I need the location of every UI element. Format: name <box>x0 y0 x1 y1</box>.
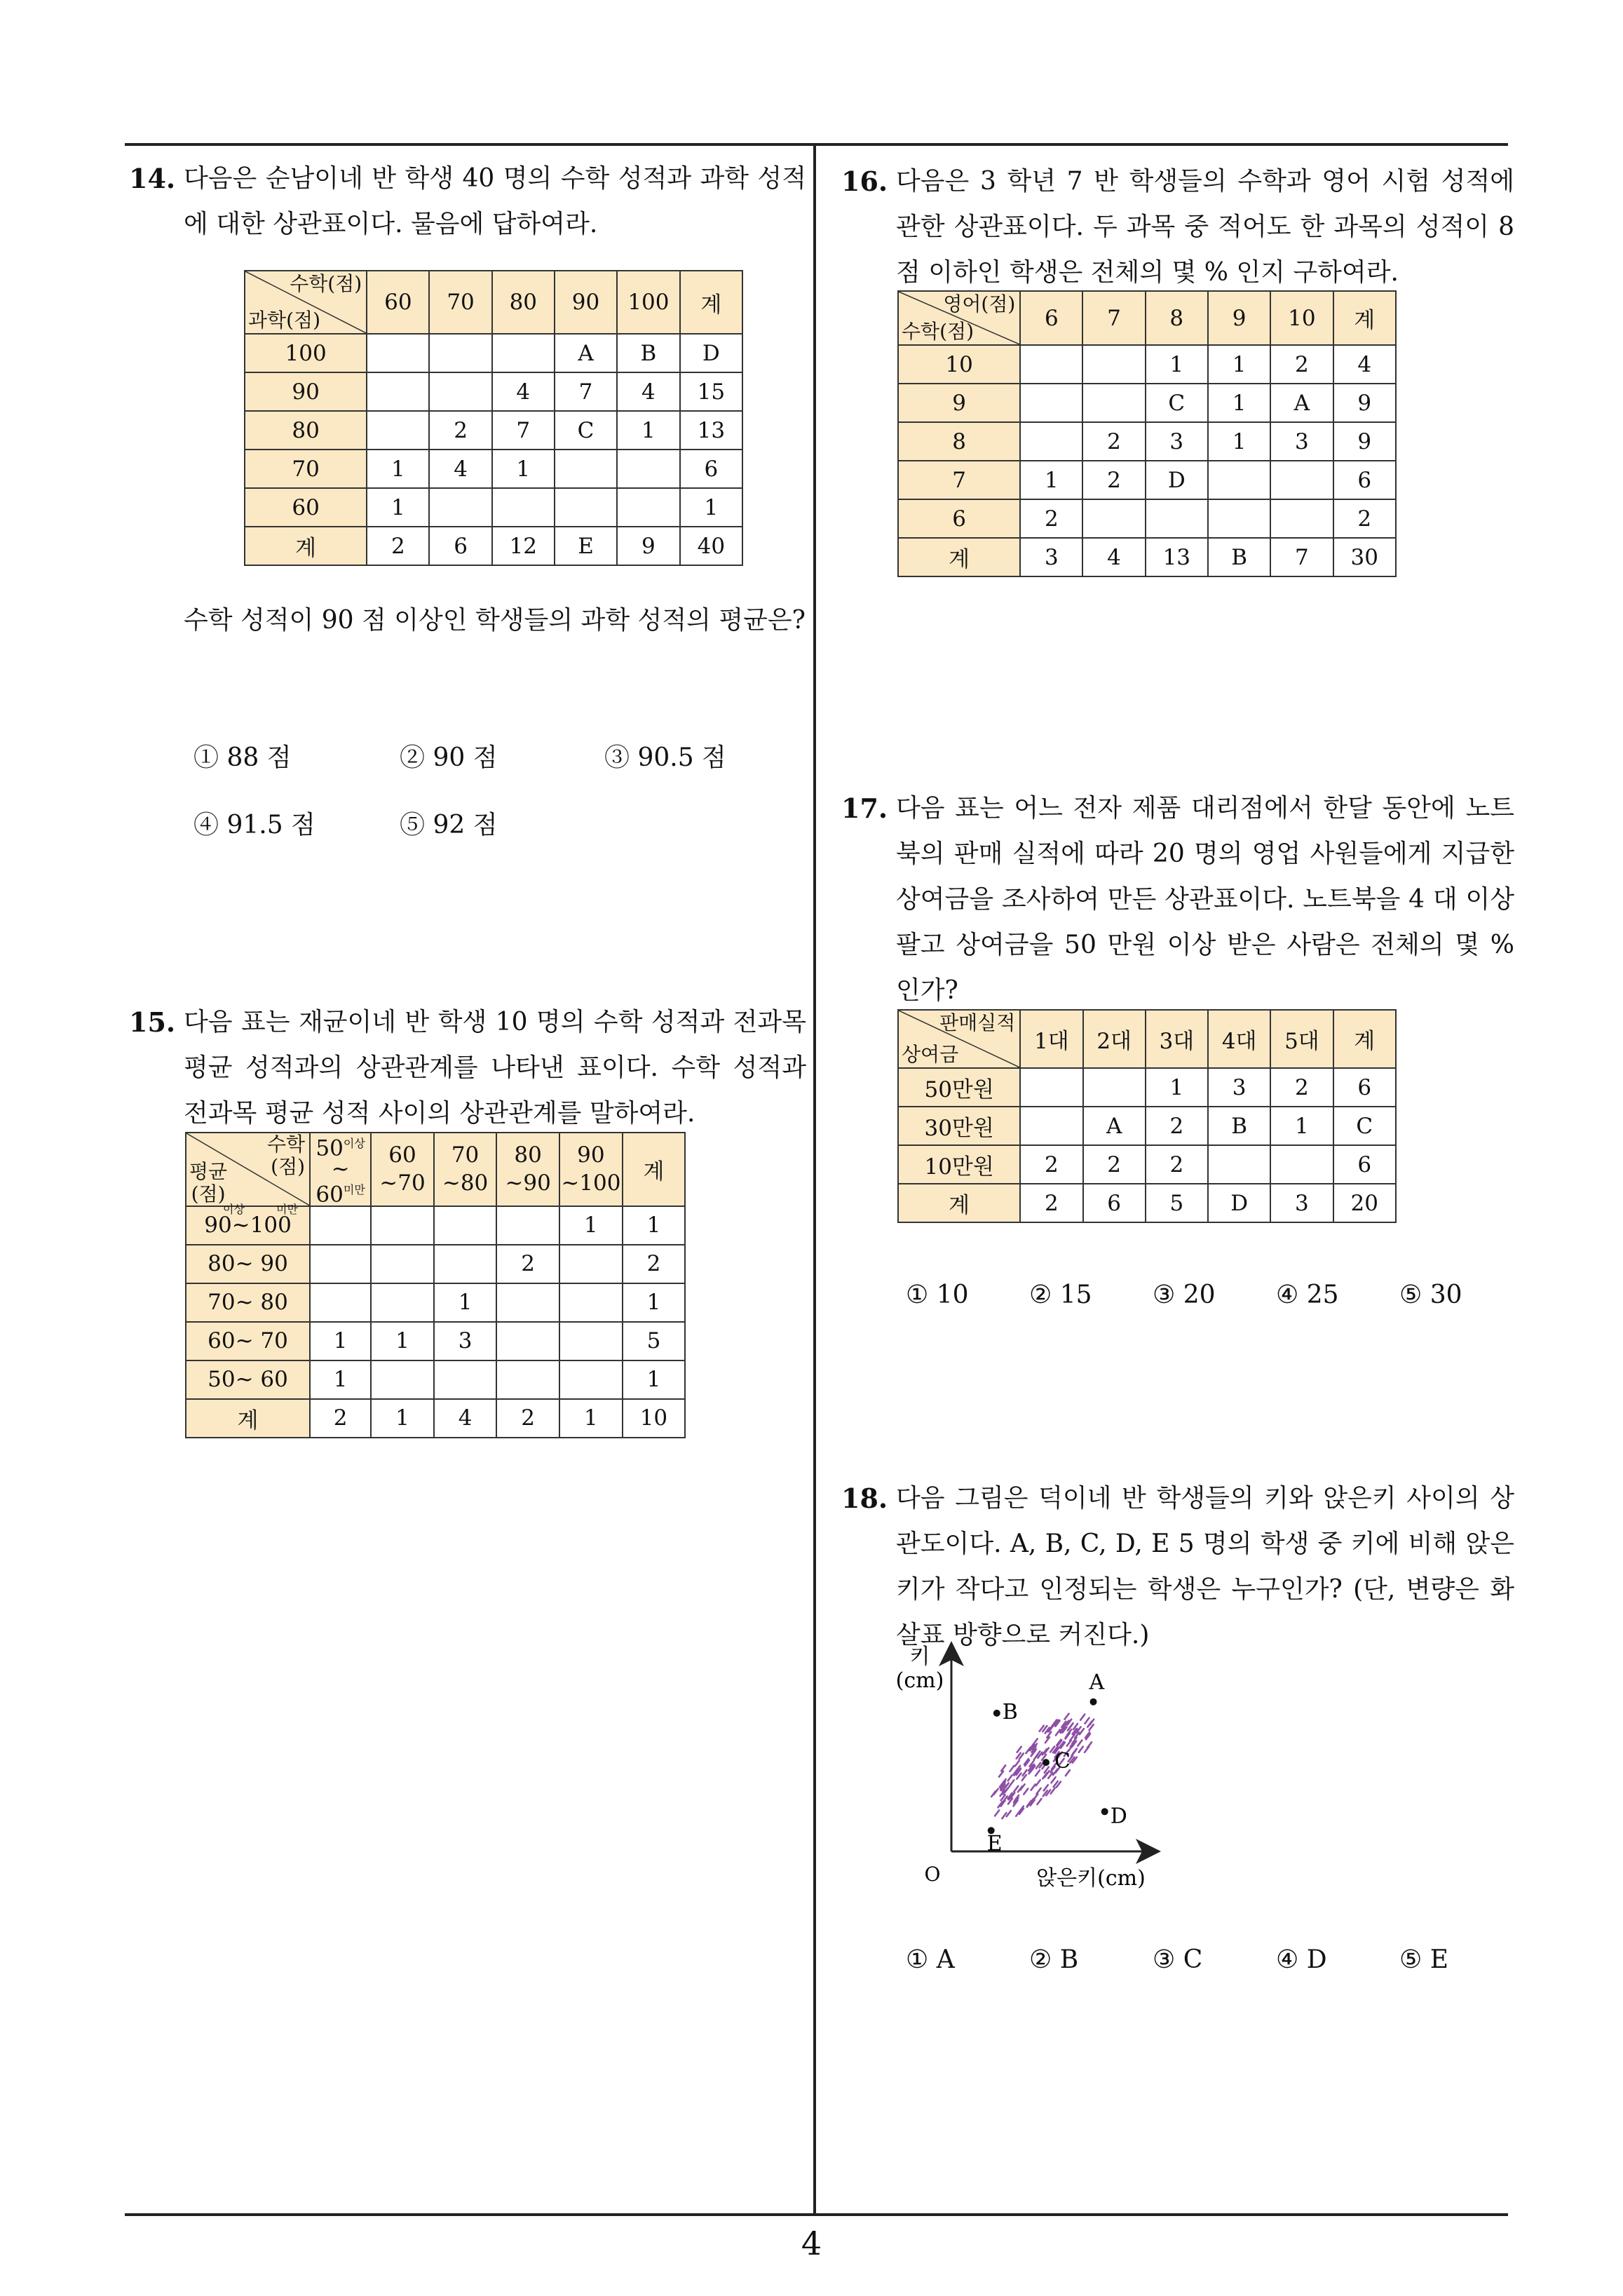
cloud-mark <box>995 1810 999 1816</box>
table-cell: D <box>680 334 742 372</box>
point-label-b: B <box>1002 1699 1018 1724</box>
table-cell: C <box>1333 1107 1396 1145</box>
table-cell: 2 <box>496 1245 559 1283</box>
cloud-mark <box>1010 1766 1014 1771</box>
table-cell <box>559 1322 623 1360</box>
table-cell: 3 <box>1020 538 1082 576</box>
table-cell <box>310 1245 371 1283</box>
table-cell: 2 <box>1270 1068 1333 1107</box>
row-header: 계 <box>186 1399 310 1438</box>
table-cell: 6 <box>429 527 491 565</box>
table-cell: 15 <box>680 372 742 411</box>
table-cell: 1 <box>559 1399 623 1438</box>
table-row <box>186 1322 685 1360</box>
table-cell: 1 <box>1208 422 1270 461</box>
column-header: 6 <box>1020 291 1082 345</box>
table-corner: 수학(점) 과학(점) <box>245 271 367 334</box>
table-cell <box>492 334 555 372</box>
cloud-mark <box>1036 1788 1040 1794</box>
choice-5[interactable]: ⑤ 92 점 <box>400 811 498 839</box>
table-cell: 1 <box>1208 384 1270 422</box>
row-header: 8 <box>898 422 1020 461</box>
column-header: 7 <box>1082 291 1145 345</box>
cloud-mark <box>1031 1785 1035 1790</box>
table-row <box>186 1245 685 1283</box>
choice-3[interactable]: ③ C <box>1153 1945 1203 1974</box>
top-rule <box>125 143 1508 146</box>
table-cell: 6 <box>1083 1184 1146 1222</box>
column-header: 4대 <box>1208 1010 1270 1068</box>
table-cell: 1 <box>434 1283 497 1322</box>
y-axis-label: 키 <box>909 1645 930 1669</box>
table-cell <box>429 488 491 527</box>
cloud-mark <box>1024 1789 1028 1795</box>
table-cell <box>434 1206 497 1245</box>
table-cell: D <box>1146 461 1208 499</box>
question-14-prompt <box>129 597 806 643</box>
table-cell: 9 <box>1333 422 1396 461</box>
row-header: 30만원 <box>898 1107 1020 1145</box>
cloud-mark <box>1010 1780 1014 1785</box>
table-cell <box>1082 384 1145 422</box>
table-row <box>186 1399 685 1438</box>
table-row <box>898 1145 1396 1184</box>
table-cell: 2 <box>1020 1145 1082 1184</box>
row-header: 이상 미만 90~100 <box>186 1206 310 1245</box>
table-cell: 1 <box>367 450 429 488</box>
table-cell: 2 <box>1270 345 1333 384</box>
table-cell <box>496 1206 559 1245</box>
cloud-mark <box>1078 1741 1082 1746</box>
table-cell: 4 <box>429 450 491 488</box>
table-row <box>245 372 742 411</box>
row-header: 80 <box>245 411 367 450</box>
table-row <box>186 1206 685 1245</box>
row-header: 계 <box>898 1184 1020 1222</box>
row-header: 80~ 90 <box>186 1245 310 1283</box>
table-cell: 4 <box>434 1399 497 1438</box>
table-cell <box>1208 499 1270 538</box>
choice-5[interactable]: ⑤ 30 <box>1399 1281 1462 1309</box>
question-17 <box>841 785 1514 1013</box>
table-cell: 1 <box>623 1206 685 1245</box>
table-cell: 1 <box>492 450 555 488</box>
row-header: 계 <box>898 538 1020 576</box>
table-cell <box>1020 1068 1082 1107</box>
table-cell: 20 <box>1333 1184 1396 1222</box>
table-cell: 2 <box>1333 499 1396 538</box>
cloud-mark <box>1035 1770 1040 1776</box>
table-cell <box>367 372 429 411</box>
table-cell <box>496 1322 559 1360</box>
table-cell: 7 <box>1270 538 1333 576</box>
table-cell: 7 <box>555 372 617 411</box>
cloud-mark <box>1036 1780 1040 1785</box>
table-cell <box>1020 345 1082 384</box>
table-cell: 9 <box>617 527 680 565</box>
table-cell: 2 <box>1146 1107 1208 1145</box>
choice-1[interactable]: ① A <box>906 1945 955 1974</box>
table-cell: 1 <box>310 1360 371 1399</box>
table-cell: 3 <box>1270 422 1333 461</box>
cloud-mark <box>1008 1775 1012 1781</box>
question-text: 다음 그림은 덕이네 반 학생들의 키와 앉은키 사이의 상관도이다. A, B, C, D, E 5 명의 학생 중 키에 비해 앉은키가 작다고 인정되는 학생은 누구인가? (단, 변량은 화살표 방향으로 커진다.) <box>896 1484 1514 1649</box>
cloud-mark <box>1051 1788 1055 1794</box>
column-header: 계 <box>1333 1010 1396 1068</box>
cloud-mark <box>1033 1794 1038 1799</box>
table-cell: 1 <box>680 488 742 527</box>
table-cell: A <box>1270 384 1333 422</box>
choice-2[interactable]: ② 90 점 <box>400 743 498 772</box>
cloud-mark <box>1085 1718 1089 1724</box>
column-header: 90 <box>555 271 617 334</box>
table-row <box>898 384 1396 422</box>
table-cell: 1 <box>623 1283 685 1322</box>
question-text: 다음은 3 학년 7 반 학생들의 수학과 영어 시험 성적에 관한 상관표이다. 두 과목 중 적어도 한 과목의 성적이 8 점 이하인 학생은 전체의 몇 % 인지 구하여라. <box>896 167 1514 287</box>
table-cell <box>555 488 617 527</box>
table-cell: 30 <box>1333 538 1396 576</box>
cloud-mark <box>1014 1786 1018 1792</box>
row-header: 60~ 70 <box>186 1322 310 1360</box>
table-cell <box>1082 345 1145 384</box>
table-cell: 1 <box>1146 1068 1208 1107</box>
column-header: 70 <box>429 271 491 334</box>
table-row <box>898 499 1396 538</box>
row-header: 50만원 <box>898 1068 1020 1107</box>
column-header: 계 <box>1333 291 1396 345</box>
table-row <box>898 461 1396 499</box>
table-cell <box>371 1360 434 1399</box>
row-header: 60 <box>245 488 367 527</box>
choice-4[interactable]: ④ 25 <box>1276 1281 1339 1309</box>
cloud-mark <box>1017 1747 1021 1753</box>
table-cell: 5 <box>623 1322 685 1360</box>
row-header: 70 <box>245 450 367 488</box>
table-cell: 6 <box>1333 461 1396 499</box>
x-axis-label: 앉은키(cm) <box>1036 1866 1146 1891</box>
row-header: 100 <box>245 334 367 372</box>
data-point-a <box>1090 1699 1097 1706</box>
row-header: 90 <box>245 372 367 411</box>
column-header: 2대 <box>1083 1010 1146 1068</box>
table-cell <box>434 1245 497 1283</box>
question-text: 다음은 순남이네 반 학생 40 명의 수학 성적과 과학 성적에 대한 상관표이다. 물음에 답하여라. <box>184 164 806 238</box>
table-row <box>245 450 742 488</box>
table-cell: A <box>1083 1107 1146 1145</box>
question-text: 다음 표는 재균이네 반 학생 10 명의 수학 성적과 전과목 평균 성적과의 상관관계를 나타낸 표이다. 수학 성적과 전과목 평균 성적 사이의 상관관계를 말하여라. <box>184 1008 806 1128</box>
choice-4[interactable]: ④ D <box>1276 1945 1327 1974</box>
table-cell: 1 <box>371 1399 434 1438</box>
table-cell <box>429 372 491 411</box>
cloud-mark <box>1007 1811 1011 1816</box>
table-cell: 1 <box>371 1322 434 1360</box>
bottom-rule <box>125 2213 1508 2216</box>
column-header: 계 <box>623 1133 685 1206</box>
table-cell: B <box>617 334 680 372</box>
table-cell: 2 <box>1020 1184 1082 1222</box>
table-cell: 6 <box>680 450 742 488</box>
table-row <box>245 411 742 450</box>
table-cell <box>559 1283 623 1322</box>
cloud-mark <box>1070 1735 1074 1741</box>
row-header: 10만원 <box>898 1145 1020 1184</box>
row-header: 10 <box>898 345 1020 384</box>
table-row <box>898 1107 1396 1145</box>
table-cell: 1 <box>310 1322 371 1360</box>
q17-table <box>897 1009 1397 1223</box>
table-cell <box>1270 461 1333 499</box>
column-header: 60 ~70 <box>371 1133 434 1206</box>
table-cell: 2 <box>1146 1145 1208 1184</box>
table-cell: 6 <box>1333 1068 1396 1107</box>
origin-label: O <box>924 1863 941 1886</box>
table-cell <box>429 334 491 372</box>
column-header: 90 ~100 <box>559 1133 623 1206</box>
point-label-d: D <box>1110 1804 1127 1829</box>
data-cloud <box>991 1714 1094 1819</box>
table-cell: 1 <box>1270 1107 1333 1145</box>
table-cell <box>371 1206 434 1245</box>
table-cell: 10 <box>623 1399 685 1438</box>
column-header: 100 <box>617 271 680 334</box>
data-point-c <box>1043 1759 1050 1766</box>
table-cell: 5 <box>1146 1184 1208 1222</box>
table-cell <box>1208 1145 1270 1184</box>
cloud-mark <box>1015 1761 1019 1767</box>
column-header: 3대 <box>1146 1010 1208 1068</box>
table-cell <box>559 1245 623 1283</box>
column-header: 70 ~80 <box>434 1133 497 1206</box>
table-row <box>898 422 1396 461</box>
table-cell: 3 <box>434 1322 497 1360</box>
table-cell <box>1020 384 1082 422</box>
cloud-mark <box>1065 1714 1069 1720</box>
table-row <box>245 334 742 372</box>
table-cell: 4 <box>1082 538 1145 576</box>
cloud-mark <box>1002 1813 1006 1818</box>
table-cell <box>496 1283 559 1322</box>
point-label-a: A <box>1089 1670 1105 1695</box>
table-row <box>245 527 742 565</box>
cloud-mark <box>1079 1747 1083 1753</box>
table-corner: 판매실적 상여금 <box>898 1010 1020 1068</box>
table-cell: 1 <box>1208 345 1270 384</box>
choice-4[interactable]: ④ 91.5 점 <box>193 811 315 839</box>
column-header: 10 <box>1270 291 1333 345</box>
column-header: 60 <box>367 271 429 334</box>
table-cell: 13 <box>1146 538 1208 576</box>
column-header: 5대 <box>1270 1010 1333 1068</box>
row-header: 9 <box>898 384 1020 422</box>
table-cell: 12 <box>492 527 555 565</box>
table-cell: 1 <box>559 1206 623 1245</box>
table-cell <box>1083 1068 1146 1107</box>
table-row <box>186 1283 685 1322</box>
cloud-mark <box>1080 1715 1085 1720</box>
table-cell: 2 <box>367 527 429 565</box>
table-cell <box>434 1360 497 1399</box>
table-cell: 4 <box>617 372 680 411</box>
table-cell: 1 <box>623 1360 685 1399</box>
table-cell <box>1146 499 1208 538</box>
point-label-c: C <box>1054 1749 1071 1774</box>
question-18 <box>841 1475 1514 1658</box>
table-cell <box>371 1283 434 1322</box>
table-cell: E <box>555 527 617 565</box>
row-header: 50~ 60 <box>186 1360 310 1399</box>
table-cell: 2 <box>1082 422 1145 461</box>
table-cell: 2 <box>429 411 491 450</box>
table-cell <box>1020 1107 1082 1145</box>
scatter-chart <box>883 1641 1178 1893</box>
table-row <box>245 488 742 527</box>
table-cell <box>371 1245 434 1283</box>
question-text: 다음 표는 어느 전자 제품 대리점에서 한달 동안에 노트북의 판매 실적에 따라 20 명의 영업 사원들에게 지급한 상여금을 조사하여 만든 상관표이다. 노트북을 4 대 이상 팔고 상여금을 50 만원 이상 받은 사람은 전체의 몇 % 인가? <box>896 794 1514 1005</box>
point-label-e: E <box>986 1831 1003 1856</box>
choice-1[interactable]: ① 10 <box>906 1281 969 1309</box>
table-cell: 1 <box>1020 461 1082 499</box>
table-cell <box>310 1283 371 1322</box>
q16-table <box>897 290 1397 577</box>
table-cell: C <box>1146 384 1208 422</box>
cloud-mark <box>1037 1799 1041 1804</box>
question-number: 18. <box>841 1483 888 1514</box>
table-cell: 2 <box>310 1399 371 1438</box>
table-cell: 2 <box>1020 499 1082 538</box>
table-cell: 4 <box>492 372 555 411</box>
cloud-mark <box>999 1771 1003 1777</box>
row-header: 70~ 80 <box>186 1283 310 1322</box>
table-cell <box>617 488 680 527</box>
cloud-mark <box>1001 1765 1005 1771</box>
question-number: 16. <box>841 166 888 197</box>
table-cell <box>1208 461 1270 499</box>
table-cell: 2 <box>1082 461 1145 499</box>
table-row <box>898 538 1396 576</box>
cloud-mark <box>1080 1729 1084 1734</box>
column-divider <box>813 144 816 2215</box>
choice-2[interactable]: ② B <box>1029 1945 1079 1974</box>
row-header: 7 <box>898 461 1020 499</box>
table-cell <box>1270 1145 1333 1184</box>
table-row <box>898 1068 1396 1107</box>
table-cell <box>496 1360 559 1399</box>
question-16 <box>841 158 1514 295</box>
cloud-mark <box>1052 1777 1056 1783</box>
table-cell <box>310 1206 371 1245</box>
table-cell: 2 <box>1083 1145 1146 1184</box>
table-cell: B <box>1208 1107 1270 1145</box>
choice-3[interactable]: ③ 90.5 점 <box>604 743 726 772</box>
table-cell: 2 <box>496 1399 559 1438</box>
table-cell: C <box>555 411 617 450</box>
table-cell <box>1082 499 1145 538</box>
column-header: 1대 <box>1020 1010 1082 1068</box>
table-cell: 1 <box>617 411 680 450</box>
q14-table <box>244 270 743 566</box>
table-cell: 1 <box>1146 345 1208 384</box>
column-header: 9 <box>1208 291 1270 345</box>
table-cell: B <box>1208 538 1270 576</box>
choice-2[interactable]: ② 15 <box>1029 1281 1092 1309</box>
question-14 <box>129 156 806 247</box>
table-cell: 3 <box>1208 1068 1270 1107</box>
table-cell: 9 <box>1333 384 1396 422</box>
table-row <box>898 1184 1396 1222</box>
row-header: 계 <box>245 527 367 565</box>
column-header: 80 ~90 <box>496 1133 559 1206</box>
data-point-d <box>1101 1808 1108 1815</box>
column-header: 80 <box>492 271 555 334</box>
table-cell: D <box>1208 1184 1270 1222</box>
table-cell: 1 <box>367 488 429 527</box>
question-number: 15. <box>129 1006 176 1038</box>
table-cell: 7 <box>492 411 555 450</box>
table-cell: 4 <box>1333 345 1396 384</box>
table-cell: 3 <box>1270 1184 1333 1222</box>
choice-1[interactable]: ① 88 점 <box>193 743 292 772</box>
table-row <box>186 1360 685 1399</box>
table-cell <box>367 411 429 450</box>
question-number: 17. <box>841 792 888 824</box>
question-15 <box>129 999 806 1136</box>
table-cell <box>367 334 429 372</box>
q15-table <box>185 1132 686 1438</box>
data-point-b <box>993 1710 1000 1717</box>
column-header: 8 <box>1146 291 1208 345</box>
table-cell <box>492 488 555 527</box>
question-number: 14. <box>129 163 176 194</box>
table-cell <box>1270 499 1333 538</box>
row-header: 6 <box>898 499 1020 538</box>
table-corner: 수학 (점) 평균 (점) <box>186 1133 310 1206</box>
cloud-mark <box>1048 1773 1052 1778</box>
choice-5[interactable]: ⑤ E <box>1399 1945 1448 1974</box>
page-number: 4 <box>801 2224 822 2262</box>
column-header: 계 <box>680 271 742 334</box>
table-cell <box>555 450 617 488</box>
cloud-mark <box>1069 1723 1073 1729</box>
table-row <box>898 345 1396 384</box>
table-cell: 13 <box>680 411 742 450</box>
table-cell: 40 <box>680 527 742 565</box>
column-header: $50^{이상}$ ~ $60^{미만}$ <box>310 1133 371 1206</box>
question-text: 수학 성적이 90 점 이상인 학생들의 과학 성적의 평균은? <box>184 606 806 635</box>
y-axis-unit: (cm) <box>895 1668 944 1693</box>
table-cell: A <box>555 334 617 372</box>
table-cell: 3 <box>1146 422 1208 461</box>
table-cell: 6 <box>1333 1145 1396 1184</box>
table-cell <box>617 450 680 488</box>
table-cell <box>559 1360 623 1399</box>
choice-3[interactable]: ③ 20 <box>1153 1281 1216 1309</box>
table-cell <box>1020 422 1082 461</box>
table-corner: 영어(점) 수학(점) <box>898 291 1020 345</box>
table-cell: 2 <box>623 1245 685 1283</box>
